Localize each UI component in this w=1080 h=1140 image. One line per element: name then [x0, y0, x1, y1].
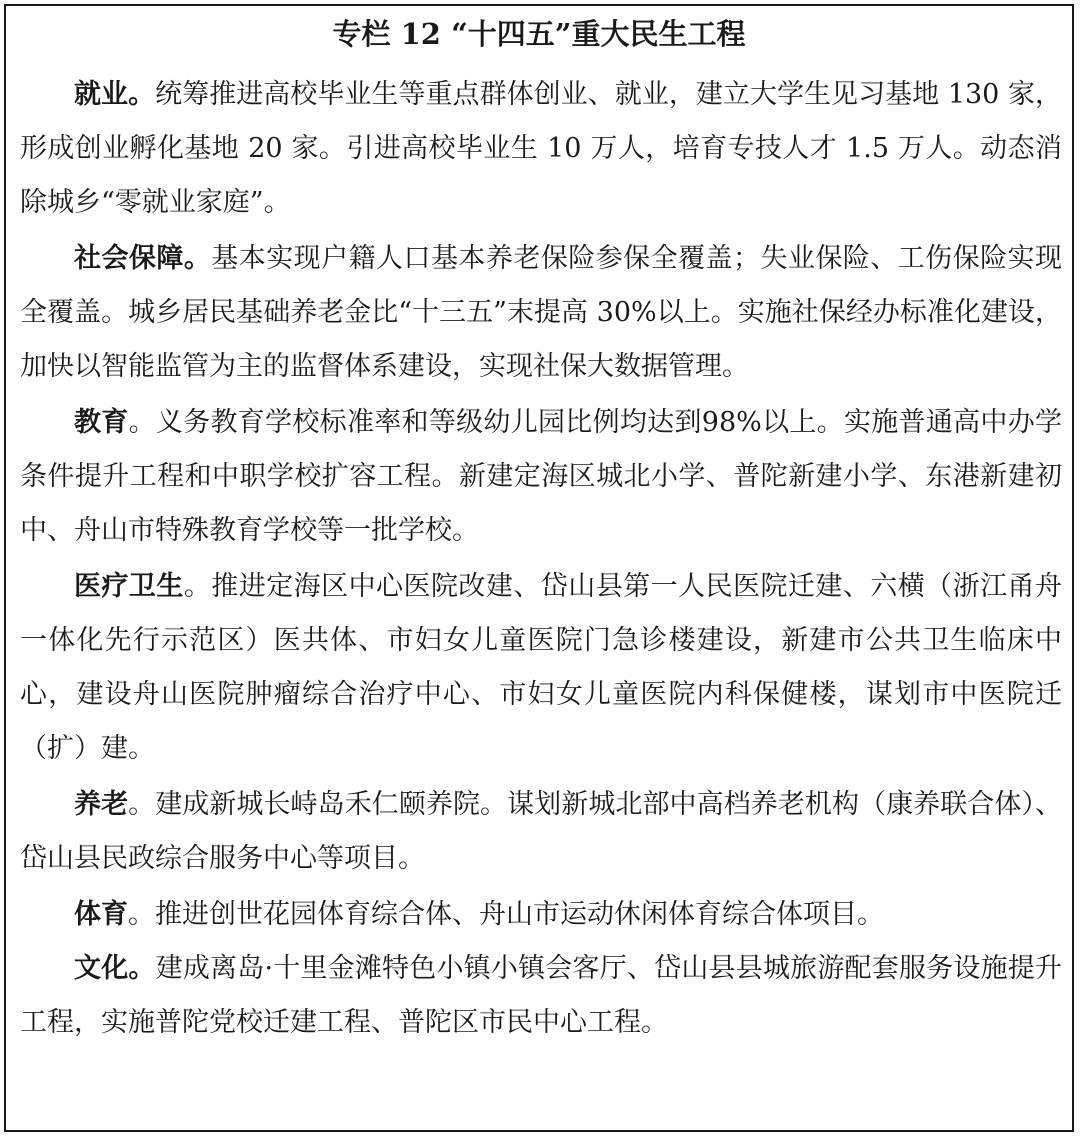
- section-heading: 就业。: [74, 79, 156, 110]
- section-employment: [20, 68, 1062, 230]
- section-culture: [20, 942, 1062, 1050]
- section-elderly-care: [20, 778, 1062, 886]
- section-text: 。推进定海区中心医院改建、岱山县第一人民医院迁建、六横（浙江甬舟一体化先行示范区）医共体、市妇女儿童医院门急诊楼建设，新建市公共卫生临床中心，建设舟山医院肿瘤综合治疗中心、市妇女儿童医院内科保健楼，谋划市中医院迁（扩）建。: [20, 571, 1063, 764]
- column-body: [20, 68, 1062, 1050]
- section-social-security: [20, 232, 1062, 394]
- section-heading: 文化。: [74, 953, 156, 984]
- section-text: 。建成新城长峙岛禾仁颐养院。谋划新城北部中高档养老机构（康养联合体）、岱山县民政综合服务中心等项目。: [20, 789, 1063, 874]
- section-text: 。推进创世花园体育综合体、舟山市运动休闲体育综合体项目。: [128, 899, 884, 930]
- section-text: 统筹推进高校毕业生等重点群体创业、就业，建立大学生见习基地 130 家，形成创业孵化基地 20 家。引进高校毕业生 10 万人，培育专技人才 1.5 万人。动态消除城乡“零就业家庭”。: [20, 79, 1063, 218]
- section-sports: [20, 888, 1062, 942]
- section-heading: 养老: [74, 789, 129, 820]
- section-education: [20, 396, 1062, 558]
- column-box: [4, 4, 1074, 1132]
- section-heading: 教育: [74, 407, 129, 438]
- section-heading: 社会保障。: [74, 243, 212, 274]
- column-title: 专栏 12 “十四五”重大民生工程: [332, 17, 746, 51]
- section-heading: 医疗卫生: [74, 571, 184, 602]
- section-heading: 体育: [74, 899, 128, 930]
- section-text: 。义务教育学校标准率和等级幼儿园比例均达到98%以上。实施普通高中办学条件提升工程和中职学校扩容工程。新建定海区城北小学、普陀新建小学、东港新建初中、舟山市特殊教育学校等一批学校。: [20, 407, 1063, 546]
- section-text: 基本实现户籍人口基本养老保险参保全覆盖；失业保险、工伤保险实现全覆盖。城乡居民基础养老金比“十三五”末提高 30%以上。实施社保经办标准化建设，加快以智能监管为主的监督体系建设，实现社保大数据管理。: [20, 243, 1063, 382]
- section-text: 建成离岛·十里金滩特色小镇小镇会客厅、岱山县县城旅游配套服务设施提升工程，实施普陀党校迁建工程、普陀区市民中心工程。: [20, 953, 1062, 1038]
- section-healthcare: [20, 560, 1062, 776]
